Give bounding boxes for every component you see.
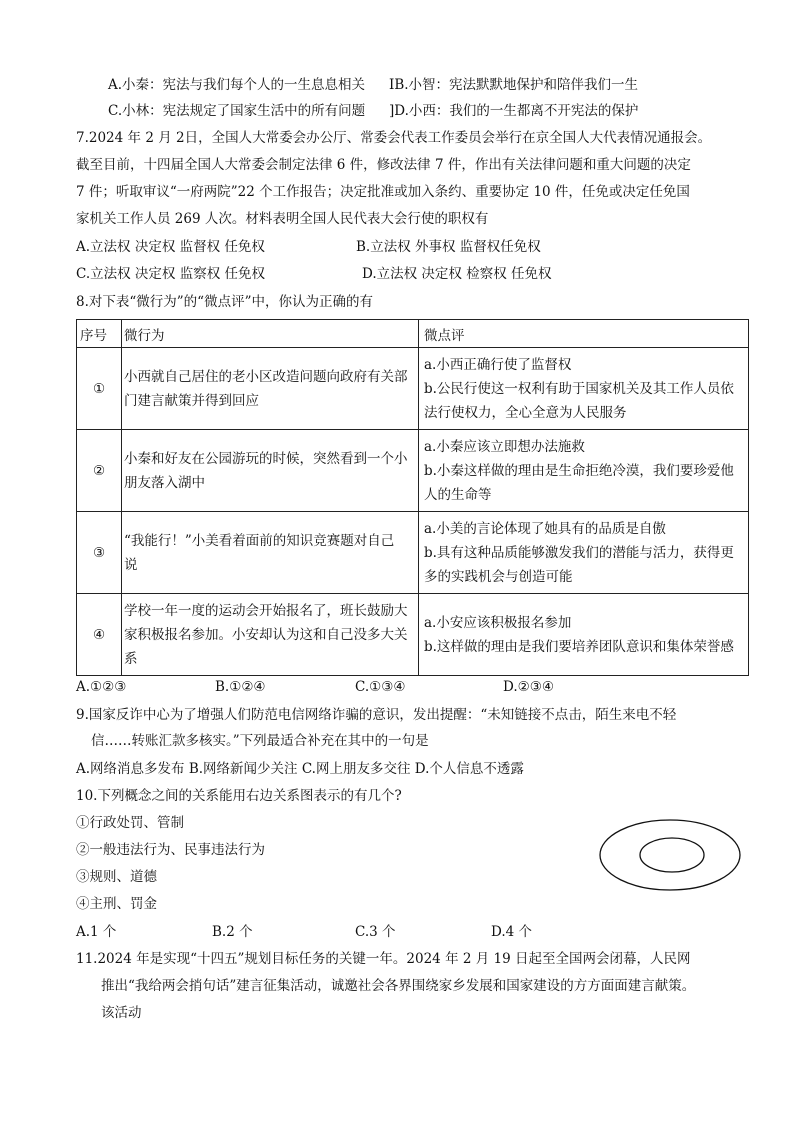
row-number: ②: [77, 430, 122, 512]
q10-item-1: ①行政处罚、管制: [76, 815, 184, 831]
header-behavior: 微行为: [122, 320, 419, 348]
behavior-line: 系: [124, 650, 138, 667]
comment-line: 多的实践机会与创造可能: [424, 568, 573, 585]
behavior-line: 学校一年一度的运动会开始报名了，班长鼓励大: [124, 602, 408, 619]
q7-stem-line-4: 家机关工作人员 269 人次。材料表明全国人民代表大会行使的职权有: [76, 211, 489, 227]
q9-options: A.网络消息多发布 B.网络新闻少关注 C.网上朋友多交往 D.个人信息不透露: [76, 761, 524, 777]
comment-line: 法行使权力，全心全意为人民服务: [424, 404, 627, 421]
behavior-line: 朋友落入湖中: [124, 474, 205, 491]
q8-stem: 8.对下表“微行为”的“微点评”中，你认为正确的有: [76, 294, 373, 310]
comment-cell: [419, 512, 749, 594]
row-number: ①: [77, 348, 122, 430]
table-row: [77, 348, 749, 430]
row-number: ③: [77, 512, 122, 594]
comment-line: a.小西正确行使了监督权: [424, 356, 572, 373]
q6-option-a: A.小秦：宪法与我们每个人的一生息息相关: [108, 77, 366, 93]
q8-table: [76, 319, 749, 676]
q7-stem-line-1: 7.2024 年 2 月 2日，全国人大常委会办公厅、常委会代表工作委员会举行在京全国人大代表情况通报会。: [76, 130, 712, 146]
behavior-line: “我能行！”小美看着面前的知识竞赛题对自己: [124, 532, 395, 549]
q6-option-d: ]D.小西：我们的一生都离不开宪法的保护: [389, 103, 639, 119]
table-row: [77, 594, 749, 676]
q7-option-c: C.立法权 决定权 监察权 任免权: [76, 266, 266, 282]
q10-option-a: A.1 个: [76, 924, 117, 940]
q8-option-d: D.②③④: [503, 679, 554, 695]
q9-stem-line-2: 信……转账汇款多核实。”下列最适合补充在其中的一句是: [91, 733, 429, 749]
table-header-row: [77, 320, 749, 348]
outer-ellipse: [600, 820, 740, 890]
behavior-cell: [122, 512, 419, 594]
comment-line: b.这样做的理由是我们要培养团队意识和集体荣誉感: [424, 638, 734, 655]
q11-stem-line-3: 该活动: [101, 1005, 142, 1021]
header-comment: 微点评: [419, 320, 749, 348]
comment-cell: [419, 348, 749, 430]
table-row: [77, 512, 749, 594]
table-row: [77, 430, 749, 512]
comment-line: b.具有这种品质能够激发我们的潜能与活力，获得更: [424, 544, 734, 561]
behavior-line: 小秦和好友在公园游玩的时候，突然看到一个小: [124, 450, 408, 467]
q7-stem-line-2: 截至目前，十四届全国人大常委会制定法律 6 件，修改法律 7 件，作出有关法律问题和重大问题的决定: [76, 157, 691, 173]
comment-line: a.小秦应该立即想办法施救: [424, 438, 585, 455]
q7-stem-line-3: 7 件；听取审议“一府两院”22 个工作报告；决定批准或加入条约、重要协定 10 件，任免或决定任免国: [76, 184, 690, 200]
row-number: ④: [77, 594, 122, 676]
q8-option-c: C.①③④: [355, 679, 406, 695]
header-number: 序号: [77, 320, 122, 348]
behavior-line: 家积极报名参加。小安却认为这和自己没多大关: [124, 626, 408, 643]
q11-stem-line-1: 11.2024 年是实现“十四五”规划目标任务的关键一年。2024 年 2 月 19 日起至全国两会闭幕，人民网: [76, 951, 691, 967]
comment-line: a.小安应该积极报名参加: [424, 614, 572, 631]
comment-line: a.小美的言论体现了她具有的品质是自傲: [424, 520, 666, 537]
q7-option-a: A.立法权 决定权 监督权 任免权: [76, 239, 265, 255]
comment-cell: [419, 430, 749, 512]
behavior-line: 小西就自己居住的老小区改造问题向政府有关部: [124, 368, 408, 385]
q6-option-c: C.小林：宪法规定了国家生活中的所有问题: [108, 103, 366, 119]
relation-diagram: [599, 818, 743, 892]
q7-option-b: B.立法权 外事权 监督权任免权: [356, 239, 541, 255]
q7-option-d: D.立法权 决定权 检察权 任免权: [362, 266, 552, 282]
inner-ellipse: [640, 838, 704, 872]
comment-line: b.小秦这样做的理由是生命拒绝冷漠，我们要珍爱他: [424, 462, 734, 479]
behavior-cell: [122, 430, 419, 512]
q6-option-b: IB.小智：宪法默默地保护和陪伴我们一生: [389, 77, 639, 93]
q10-option-b: B.2 个: [212, 924, 253, 940]
q10-option-d: D.4 个: [491, 924, 533, 940]
q10-item-3: ③规则、道德: [76, 869, 157, 885]
behavior-line: 门建言献策并得到回应: [124, 392, 259, 409]
comment-line: b.公民行使这一权利有助于国家机关及其工作人员依: [424, 380, 734, 397]
comment-cell: [419, 594, 749, 676]
behavior-cell: [122, 594, 419, 676]
q11-stem-line-2: 推出“我给两会捎句话”建言征集活动，诚邀社会各界围绕家乡发展和国家建设的方方面面建言献策。: [101, 978, 696, 994]
q8-option-b: B.①②④: [215, 679, 266, 695]
q10-stem: 10.下列概念之间的关系能用右边关系图表示的有几个?: [76, 788, 402, 804]
q9-stem-line-1: 9.国家反诈中心为了增强人们防范电信网络诈骗的意识，发出提醒：“未知链接不点击，陌生来电不轻: [76, 707, 677, 723]
behavior-cell: [122, 348, 419, 430]
behavior-line: 说: [124, 556, 138, 573]
q10-option-c: C.3 个: [355, 924, 396, 940]
comment-line: 人的生命等: [424, 486, 492, 503]
q10-item-2: ②一般违法行为、民事违法行为: [76, 842, 265, 858]
q8-option-a: A.①②③: [76, 679, 127, 695]
q10-item-4: ④主刑、罚金: [76, 896, 157, 912]
